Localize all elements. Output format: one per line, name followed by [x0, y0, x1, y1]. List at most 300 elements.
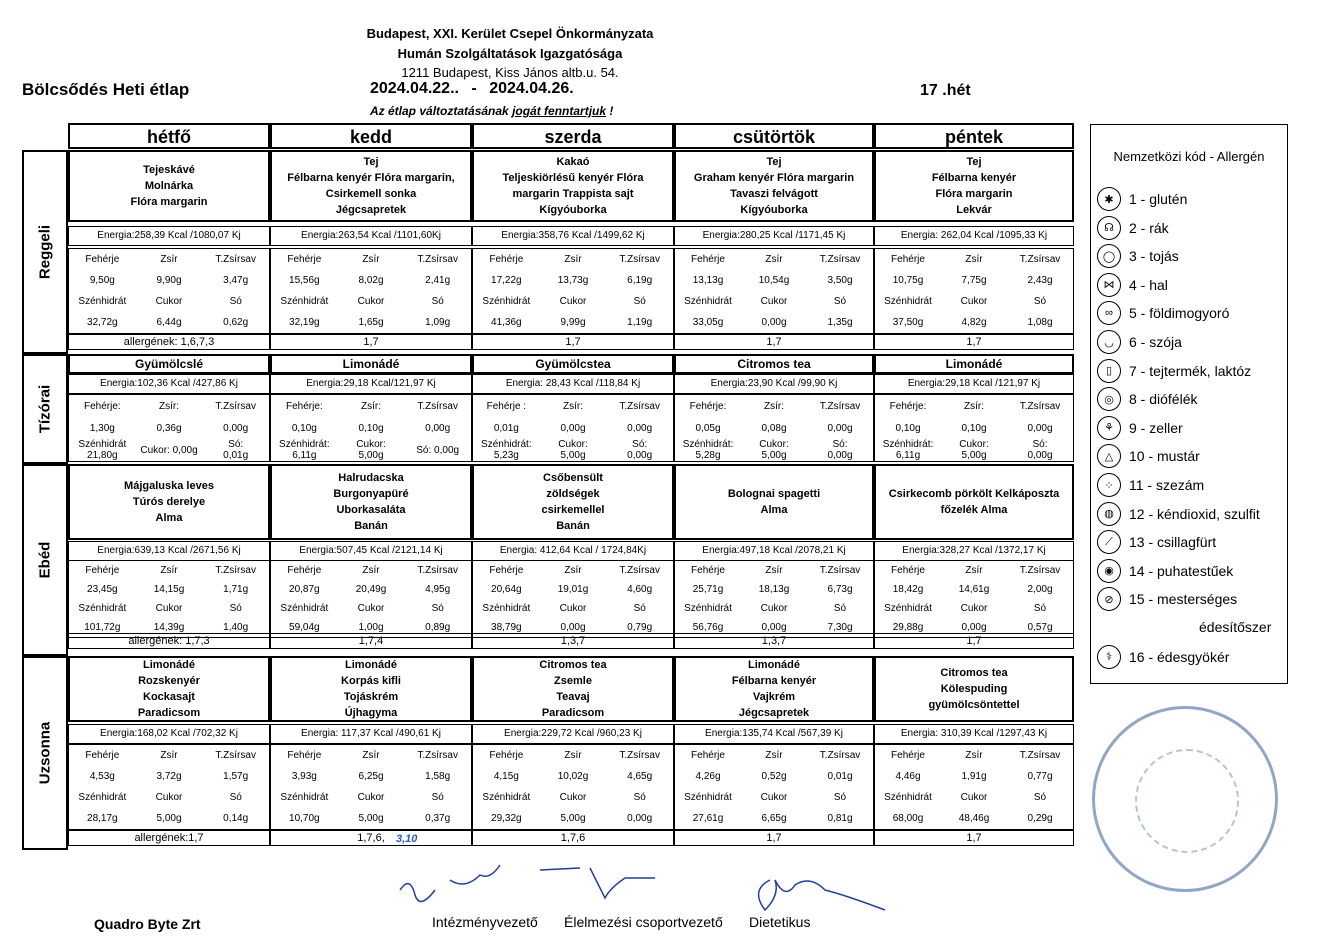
legend-item: [1097, 387, 1197, 411]
nutrition-cell: 6,44g: [156, 317, 182, 328]
menu-item: Csirkecomb pörkölt Kelkáposzta főzelék Alma: [874, 464, 1074, 540]
nutrition-cell: Cukor: 5,00g: [759, 439, 789, 461]
allergen-list: 1,7,4: [270, 633, 472, 649]
nutrition-cell: 0,00g: [961, 622, 987, 633]
nutrition-cell: Fehérje: [489, 750, 524, 761]
legend-item: [1097, 273, 1168, 297]
celery-icon: ⚘: [1097, 416, 1121, 440]
nutrition-cell: Zsír: [362, 750, 380, 761]
handwritten-allergen-note: 3,10: [396, 833, 418, 845]
nutrition-table: [472, 394, 674, 462]
nutrition-cell: 3,47g: [223, 275, 249, 286]
nutrition-cell: Cukor: [357, 296, 385, 307]
nutrition-cell: Fehérje: [287, 750, 322, 761]
nutrition-cell: 0,29g: [1027, 813, 1053, 824]
nutrition-row: [271, 395, 471, 417]
nutrition-row: [473, 439, 673, 461]
energy-value: Energia: 262,04 Kcal /1095,33 Kj: [874, 226, 1074, 246]
nutrition-row: [69, 395, 269, 417]
nutrition-cell: 5,00g: [358, 813, 384, 824]
nutrition-cell: 0,00g: [560, 622, 586, 633]
nutrition-cell: Cukor: [760, 296, 788, 307]
allergen-list: 1,3,7: [472, 633, 674, 649]
nutrition-cell: T.Zsírsav: [619, 400, 660, 412]
legend-label: 12 - kéndioxid, szulfit: [1129, 505, 1260, 522]
nutrition-row: [875, 808, 1073, 829]
nutrition-cell: 29,32g: [491, 813, 522, 824]
nutrition-cell: Só: 0,01g: [223, 439, 249, 461]
legend-label: 3 - tojás: [1129, 248, 1179, 265]
nutrition-cell: Só: 0,00g: [827, 439, 853, 461]
nut-icon: ◎: [1097, 387, 1121, 411]
energy-value: Energia: 28,43 Kcal /118,84 Kj: [472, 374, 674, 394]
day-header: szerda: [472, 123, 674, 149]
nutrition-cell: 3,50g: [827, 275, 853, 286]
nutrition-cell: 7,30g: [827, 622, 853, 633]
nutrition-cell: Szénhidrát: [684, 296, 732, 307]
nutrition-cell: Cukor: [559, 603, 587, 614]
nutrition-cell: 7,75g: [961, 275, 987, 286]
soy-icon: ◡: [1097, 330, 1121, 354]
note-emphasis: jogát fenntartjuk: [512, 104, 607, 118]
legend-label: 1 - glutén: [1129, 191, 1188, 207]
energy-value: Energia: 310,39 Kcal /1297,43 Kj: [874, 724, 1074, 744]
energy-value: Energia:263,54 Kcal /1101,60Kj: [270, 226, 472, 246]
energy-value: Energia:168,02 Kcal /702,32 Kj: [68, 724, 270, 744]
nutrition-cell: 68,00g: [892, 813, 924, 824]
legend-item: [1097, 502, 1260, 526]
allergen-list: 1,7: [674, 830, 874, 846]
nutrition-cell: 20,64g: [491, 584, 522, 595]
legend-item: [1097, 530, 1216, 554]
allergen-list: allergének:1,7: [68, 830, 270, 846]
nutrition-row: [473, 766, 673, 787]
nutrition-cell: 18,13g: [758, 584, 790, 595]
nutrition-cell: 33,05g: [692, 317, 724, 328]
nutrition-cell: T.Zsírsav: [215, 565, 256, 576]
allergen-list: 1,7: [874, 334, 1074, 350]
nutrition-cell: Zsír:: [764, 400, 784, 412]
nutrition-cell: 0,77g: [1027, 771, 1053, 782]
nutrition-cell: 9,50g: [89, 275, 115, 286]
nutrition-cell: 0,57g: [1027, 622, 1053, 633]
allergen-list: 1,7,6,: [270, 830, 472, 846]
nutrition-cell: Cukor: [760, 792, 788, 803]
nutrition-cell: Cukor: 5,00g: [356, 439, 386, 461]
nutrition-cell: Szénhidrát: [280, 792, 329, 803]
nutrition-cell: 0,81g: [827, 813, 853, 824]
nutrition-row: [271, 417, 471, 439]
nutrition-cell: Só: [633, 296, 646, 307]
menu-item: Csőbensült zöldségek csirkemellel Banán: [472, 464, 674, 540]
nutrition-cell: 3,72g: [156, 771, 182, 782]
row-label-reggeli: [22, 150, 68, 354]
nutrition-cell: Zsír: [965, 254, 983, 265]
nutrition-cell: Fehérje:: [889, 400, 927, 412]
nutrition-cell: T.Zsírsav: [215, 254, 256, 265]
nutrition-cell: Fehérje: [489, 565, 524, 576]
nutrition-cell: 0,89g: [425, 622, 451, 633]
nutrition-row: [473, 745, 673, 766]
nutrition-cell: Fehérje: [287, 254, 322, 265]
energy-value: Energia:29,18 Kcal/121,97 Kj: [270, 374, 472, 394]
fish-icon: ⋈: [1097, 273, 1121, 297]
nutrition-cell: Só: [431, 603, 444, 614]
nutrition-cell: 13,73g: [557, 275, 589, 286]
legend-label: 2 - rák: [1129, 219, 1169, 236]
energy-value: Energia:639,13 Kcal /2671,56 Kj: [68, 541, 270, 561]
nutrition-cell: Fehérje:: [285, 400, 323, 412]
nutrition-cell: Szénhidrát: 6,11g: [882, 439, 934, 461]
nutrition-table: [674, 560, 874, 638]
nutrition-cell: 0,00g: [761, 622, 787, 633]
nutrition-row: [875, 787, 1073, 808]
nutrition-cell: Cukor: 5,00g: [959, 439, 989, 461]
nutrition-cell: Zsír: [965, 565, 983, 576]
signature-label-dietitian: Dietetikus: [749, 914, 811, 930]
nutrition-row: [271, 291, 471, 312]
nutrition-cell: Só: [833, 296, 847, 307]
nutrition-cell: 5,00g: [560, 813, 586, 824]
nutrition-row: [271, 312, 471, 333]
nutrition-cell: 0,00g: [627, 422, 653, 434]
nutrition-cell: T.Zsírsav: [417, 565, 458, 576]
allergen-list: allergének: 1,7,3: [68, 633, 270, 649]
allergen-legend: [1090, 124, 1288, 684]
crustacean-icon: ☊: [1097, 216, 1121, 240]
nutrition-cell: 0,37g: [425, 813, 451, 824]
allergen-list: 1,7: [674, 334, 874, 350]
nutrition-row: [69, 249, 269, 270]
nutrition-cell: Fehérje: [891, 254, 925, 265]
nutrition-table: [270, 744, 472, 830]
allergen-list: 1,7,6: [472, 830, 674, 846]
menu-item: Tejeskávé Molnárka Flóra margarin: [68, 150, 270, 222]
nutrition-cell: 1,30g: [89, 422, 115, 434]
nutrition-row: [271, 787, 471, 808]
energy-value: Energia:229,72 Kcal /960,23 Kj: [472, 724, 674, 744]
nutrition-row: [69, 417, 269, 439]
week-number: 17 .hét: [920, 82, 971, 99]
nutrition-row: [473, 270, 673, 291]
menu-item: Limonádé: [874, 354, 1074, 374]
nutrition-cell: Cukor: [357, 603, 385, 614]
nutrition-cell: 1,19g: [627, 317, 653, 328]
nutrition-cell: 0,05g: [695, 422, 721, 434]
menu-item: Tej Félbarna kenyér Flóra margarin, Csirkemell sonka Jégcsapretek: [270, 150, 472, 222]
nutrition-cell: Zsír: [965, 750, 983, 761]
row-label-text: Tízórai: [36, 384, 54, 434]
nutrition-cell: Só: [1033, 296, 1047, 307]
legend-item: [1097, 216, 1169, 240]
legend-item: [1097, 301, 1229, 325]
nutrition-cell: Só: 0,00g: [1027, 439, 1053, 461]
nutrition-row: [675, 787, 873, 808]
allergen-list: 1,7: [874, 633, 1074, 649]
nutrition-cell: 10,02g: [557, 771, 589, 782]
menu-item: Kakaó Teljeskiörlésű kenyér Flóra margarin Trappista sajt Kígyóuborka: [472, 150, 674, 222]
legend-title: Nemzetközi kód - Allergén: [1113, 149, 1265, 164]
menu-item: Halrudacska Burgonyapüré Uborkasaláta Banán: [270, 464, 472, 540]
nutrition-row: [675, 439, 873, 461]
nutrition-cell: 2,41g: [425, 275, 451, 286]
legend-label: 4 - hal: [1129, 276, 1168, 293]
nutrition-row: [69, 291, 269, 312]
nutrition-row: [875, 580, 1073, 599]
nutrition-cell: 1,00g: [358, 622, 384, 633]
row-label-text: Ebéd: [36, 541, 54, 579]
allergen-list: 1,7: [874, 830, 1074, 846]
nutrition-cell: T.Zsírsav: [819, 565, 861, 576]
row-label-text: Reggeli: [36, 224, 54, 280]
legend-spacer: [1169, 616, 1191, 638]
nutrition-row: [875, 291, 1073, 312]
nutrition-cell: 3,93g: [291, 771, 317, 782]
nutrition-table: [874, 560, 1074, 638]
nutrition-cell: 10,70g: [289, 813, 320, 824]
nutrition-row: [675, 580, 873, 599]
nutrition-cell: Fehérje: [85, 565, 120, 576]
energy-value: Energia:328,27 Kcal /1372,17 Kj: [874, 541, 1074, 561]
nutrition-row: [473, 561, 673, 580]
nutrition-cell: Zsír:: [159, 400, 179, 412]
nutrition-cell: Zsír: [765, 565, 783, 576]
nutrition-row: [875, 599, 1073, 618]
legend-item: [1097, 473, 1204, 497]
nutrition-cell: Zsír: [765, 750, 783, 761]
nutrition-row: [473, 599, 673, 618]
nutrition-row: [271, 561, 471, 580]
nutrition-cell: 0,00g: [425, 422, 451, 434]
legend-label: édesítőszer: [1199, 619, 1272, 635]
nutrition-cell: 25,71g: [692, 584, 724, 595]
lupin-icon: ⟋: [1097, 530, 1121, 554]
nutrition-cell: Zsír: [362, 254, 380, 265]
nutrition-table: [270, 394, 472, 462]
nutrition-row: [69, 270, 269, 291]
legend-item: [1169, 616, 1271, 638]
nutrition-cell: Szénhidrát: [884, 603, 932, 614]
nutrition-cell: 2,43g: [1027, 275, 1053, 286]
nutrition-cell: T.Zsírsav: [1019, 750, 1061, 761]
nutrition-cell: 0,00g: [1027, 422, 1053, 434]
nutrition-cell: Szénhidrát: 5,28g: [682, 439, 734, 461]
nutrition-cell: 6,19g: [627, 275, 653, 286]
legend-label: 9 - zeller: [1129, 419, 1183, 436]
nutrition-row: [875, 745, 1073, 766]
nutrition-table: [68, 248, 270, 334]
nutrition-cell: Szénhidrát: [684, 603, 732, 614]
nutrition-row: [473, 249, 673, 270]
nutrition-cell: 6,65g: [761, 813, 787, 824]
legend-label: 7 - tejtermék, laktóz: [1129, 362, 1252, 379]
nutrition-cell: 9,99g: [560, 317, 586, 328]
menu-item: Tej Graham kenyér Flóra margarin Tavaszi felvágott Kígyóuborka: [674, 150, 874, 222]
nutrition-cell: 0,62g: [223, 317, 249, 328]
legend-item: [1097, 330, 1182, 354]
nutrition-cell: Zsír: [765, 254, 783, 265]
nutrition-row: [675, 249, 873, 270]
nutrition-cell: 0,00g: [761, 317, 787, 328]
nutrition-row: [875, 766, 1073, 787]
nutrition-row: [473, 787, 673, 808]
nutrition-table: [674, 394, 874, 462]
energy-value: Energia:23,90 Kcal /99,90 Kj: [674, 374, 874, 394]
header-line1: Budapest, XXI. Kerület Csepel Önkormányzata: [366, 26, 654, 41]
nutrition-row: [875, 439, 1073, 461]
nutrition-cell: Só: [833, 603, 847, 614]
menu-item: Limonádé Rozskenyér Kockasajt Paradicsom: [68, 656, 270, 722]
nutrition-row: [675, 766, 873, 787]
nutrition-cell: T.Zsírsav: [215, 750, 256, 761]
nutrition-cell: Zsír: [160, 565, 178, 576]
nutrition-cell: 0,00g: [223, 422, 249, 434]
nutrition-cell: Só: 0,00g: [416, 444, 460, 456]
nutrition-table: [68, 560, 270, 638]
day-header: kedd: [270, 123, 472, 149]
nutrition-table: [270, 560, 472, 638]
nutrition-cell: Só: [431, 792, 444, 803]
menu-change-note: [370, 104, 613, 118]
egg-icon: ◯: [1097, 244, 1121, 268]
legend-label: 13 - csillagfürt: [1129, 534, 1217, 551]
nutrition-cell: Cukor: [960, 603, 988, 614]
nutrition-cell: Fehérje: [489, 254, 524, 265]
menu-item: Tej Félbarna kenyér Flóra margarin Lekvár: [874, 150, 1074, 222]
legend-item: [1097, 187, 1187, 211]
nutrition-row: [271, 745, 471, 766]
date-to: 2024.04.26.: [489, 80, 574, 97]
nutrition-cell: 0,00g: [827, 422, 853, 434]
nutrition-cell: 14,15g: [153, 584, 185, 595]
legend-label: 10 - mustár: [1129, 448, 1200, 465]
nutrition-cell: Zsír: [160, 750, 178, 761]
nutrition-cell: T.Zsírsav: [619, 750, 660, 761]
nutrition-cell: 1,65g: [358, 317, 384, 328]
nutrition-cell: T.Zsírsav: [1019, 254, 1061, 265]
energy-value: Energia:29,18 Kcal /121,97 Kj: [874, 374, 1074, 394]
nutrition-cell: Szénhidrát: [684, 792, 732, 803]
nutrition-cell: T.Zsírsav: [1019, 400, 1061, 412]
nutrition-cell: 14,39g: [153, 622, 185, 633]
menu-item: Citromos tea Kölespuding gyümölcsöntettel: [874, 656, 1074, 722]
nutrition-cell: 0,10g: [895, 422, 921, 434]
nutrition-row: [271, 766, 471, 787]
nutrition-cell: 0,08g: [761, 422, 787, 434]
legend-label: 14 - puhatestűek: [1129, 562, 1234, 579]
energy-value: Energia:258,39 Kcal /1080,07 Kj: [68, 226, 270, 246]
nutrition-row: [271, 270, 471, 291]
sweetener-icon: ⊘: [1097, 587, 1121, 611]
nutrition-cell: Szénhidrát: [78, 603, 127, 614]
nutrition-row: [473, 417, 673, 439]
nutrition-cell: Fehérje:: [83, 400, 121, 412]
nutrition-cell: Cukor: [155, 296, 183, 307]
menu-item: Gyümölcslé: [68, 354, 270, 374]
nutrition-cell: Cukor: [760, 603, 788, 614]
nutrition-cell: 0,10g: [961, 422, 987, 434]
nutrition-cell: 4,26g: [695, 771, 721, 782]
sesame-icon: ⁘: [1097, 473, 1121, 497]
nutrition-cell: 4,60g: [627, 584, 653, 595]
nutrition-cell: 32,72g: [87, 317, 118, 328]
legend-item: [1097, 559, 1233, 583]
sulphite-icon: ◍: [1097, 502, 1121, 526]
mollusc-icon: ◉: [1097, 559, 1121, 583]
nutrition-cell: 1,91g: [961, 771, 987, 782]
nutrition-cell: 1,35g: [827, 317, 853, 328]
official-stamp: [1092, 706, 1278, 892]
nutrition-cell: 38,79g: [491, 622, 522, 633]
date-from: 2024.04.22..: [370, 80, 459, 97]
nutrition-cell: 1,71g: [223, 584, 249, 595]
nutrition-cell: 48,46g: [958, 813, 990, 824]
nutrition-cell: Zsír:: [361, 400, 381, 412]
nutrition-row: [675, 395, 873, 417]
nutrition-cell: T.Zsírsav: [1019, 565, 1061, 576]
nutrition-cell: Cukor: 0,00g: [140, 444, 198, 456]
legend-label: 16 - édesgyökér: [1129, 648, 1230, 665]
nutrition-cell: 14,61g: [958, 584, 990, 595]
nutrition-row: [69, 561, 269, 580]
nutrition-row: [69, 580, 269, 599]
nutrition-cell: 28,17g: [87, 813, 118, 824]
nutrition-row: [675, 291, 873, 312]
legend-label: 6 - szója: [1129, 334, 1182, 350]
nutrition-cell: 15,56g: [289, 275, 320, 286]
legend-label: 5 - földimogyoró: [1129, 305, 1230, 322]
note-end: !: [609, 104, 614, 118]
nutrition-cell: Fehérje: [691, 254, 725, 265]
nutrition-cell: Szénhidrát: 5,23g: [481, 439, 532, 461]
legend-item: [1097, 645, 1229, 669]
nutrition-cell: 4,65g: [627, 771, 653, 782]
nutrition-cell: 29,88g: [892, 622, 924, 633]
header-line2: Humán Szolgáltatások Igazgatósága: [397, 46, 623, 61]
nutrition-row: [271, 249, 471, 270]
nutrition-cell: Szénhidrát: [482, 792, 531, 803]
nutrition-cell: Só: [633, 603, 646, 614]
nutrition-row: [875, 270, 1073, 291]
nutrition-cell: 0,36g: [156, 422, 182, 434]
nutrition-row: [675, 270, 873, 291]
legend-label: 11 - szezám: [1129, 477, 1205, 493]
nutrition-cell: 0,52g: [761, 771, 787, 782]
legend-label: 15 - mesterséges: [1129, 591, 1238, 608]
nutrition-cell: Cukor: [155, 792, 183, 803]
nutrition-row: [675, 312, 873, 333]
signatures: [390, 860, 910, 920]
nutrition-row: [675, 745, 873, 766]
nutrition-cell: 59,04g: [289, 622, 320, 633]
nutrition-cell: 4,15g: [493, 771, 519, 782]
nutrition-cell: Zsír:: [964, 400, 984, 412]
allergen-list: allergének: 1,6,7,3: [68, 334, 270, 350]
nutrition-table: [472, 560, 674, 638]
legend-item: [1097, 416, 1183, 440]
menu-item: Citromos tea Zsemle Teavaj Paradicsom: [472, 656, 674, 722]
energy-value: Energia:358,76 Kcal /1499,62 Kj: [472, 226, 674, 246]
nutrition-row: [875, 417, 1073, 439]
peanut-icon: ∞: [1097, 301, 1121, 325]
nutrition-table: [472, 744, 674, 830]
nutrition-table: [674, 744, 874, 830]
nutrition-row: [675, 561, 873, 580]
nutrition-cell: 1,09g: [425, 317, 451, 328]
nutrition-row: [69, 745, 269, 766]
day-header: csütörtök: [674, 123, 874, 149]
nutrition-cell: Só: [229, 792, 242, 803]
